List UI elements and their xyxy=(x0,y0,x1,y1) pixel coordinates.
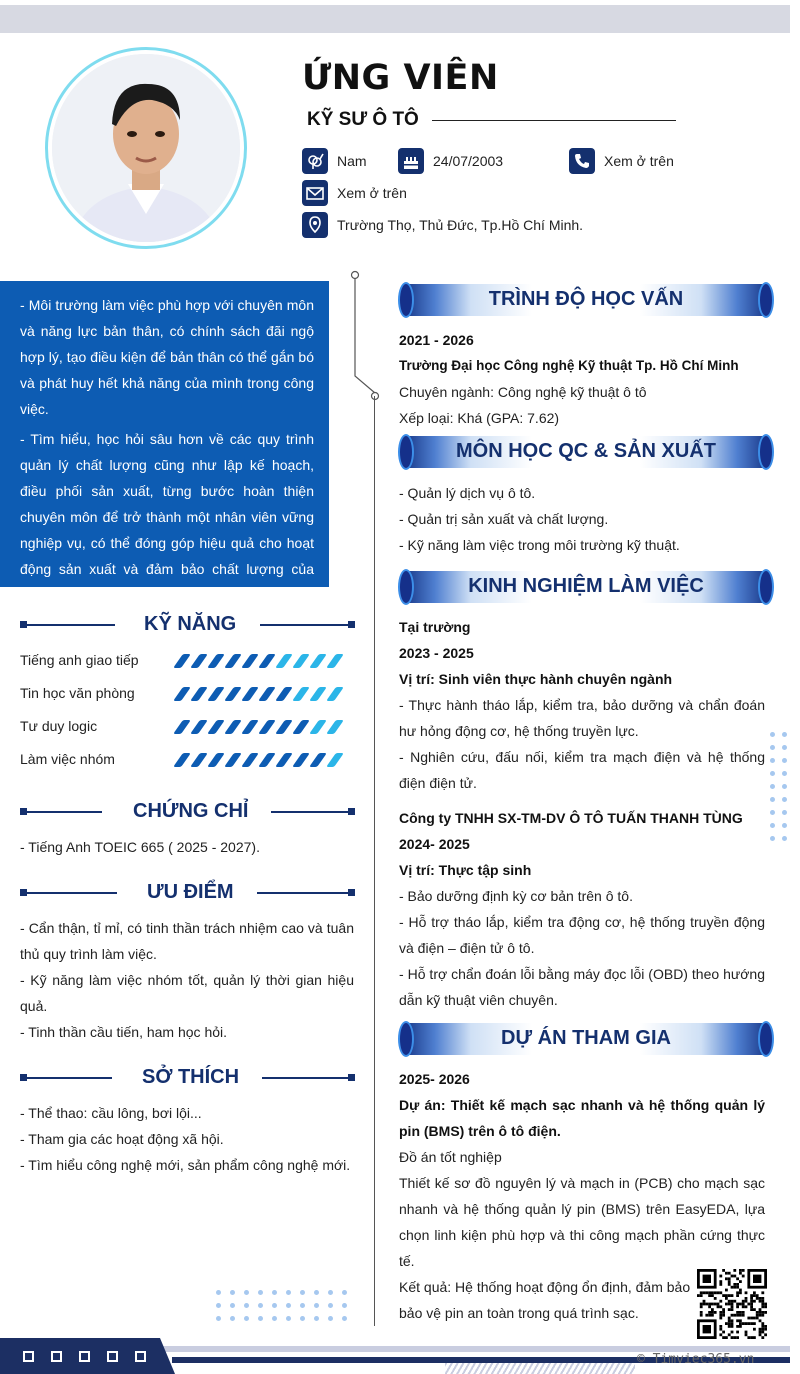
job-period: 2024- 2025 xyxy=(399,836,470,852)
decorative-dot xyxy=(770,732,775,737)
job-task: - Nghiên cứu, đấu nối, kiểm tra mạch điện và hệ thống điện điện tử. xyxy=(399,749,765,791)
strengths-list xyxy=(20,915,354,1045)
decorative-dot xyxy=(230,1290,235,1295)
strengths-heading-label: ƯU ĐIỂM xyxy=(147,881,234,903)
courses-list xyxy=(399,480,765,558)
skill-bar-segment xyxy=(258,654,276,668)
decorative-dot xyxy=(782,732,787,737)
strength-item: - Kỹ năng làm việc nhóm tốt, quản lý thời gian hiệu quả. xyxy=(20,972,354,1014)
decorative-dot xyxy=(770,797,775,802)
decorative-dot xyxy=(328,1290,333,1295)
decorative-dot xyxy=(244,1290,249,1295)
course-item: - Kỹ năng làm việc trong môi trường kỹ thuật. xyxy=(399,537,680,553)
education-period: 2021 - 2026 xyxy=(399,332,474,348)
skill-item xyxy=(20,716,350,738)
info-phone xyxy=(569,148,674,174)
decorative-dot xyxy=(230,1303,235,1308)
skill-bar-segment xyxy=(292,720,310,734)
skill-bar-segment xyxy=(275,687,293,701)
decorative-dot xyxy=(770,771,775,776)
strength-item: - Cẩn thận, tỉ mỉ, có tinh thần trách nhiệm cao và tuân thủ quy trình làm việc. xyxy=(20,920,354,962)
skill-bar-segment xyxy=(326,753,344,767)
experience-heading-label: KINH NGHIỆM LÀM VIỆC xyxy=(468,575,704,597)
education-school: Trường Đại học Công nghệ Kỹ thuật Tp. Hồ Chí Minh xyxy=(399,358,739,373)
footer-square xyxy=(23,1351,34,1362)
decorative-dot xyxy=(286,1290,291,1295)
decorative-dot xyxy=(342,1290,347,1295)
decorative-dot xyxy=(216,1290,221,1295)
skill-bar-segment xyxy=(241,720,259,734)
timeline-line xyxy=(374,396,375,1326)
skill-bar-segment xyxy=(207,720,225,734)
avatar-frame xyxy=(45,47,247,249)
skill-bar-segment xyxy=(292,654,310,668)
project-name: Dự án: Thiết kế mạch sạc nhanh và hệ thống quản lý pin (BMS) trên ô tô điện. xyxy=(399,1097,765,1139)
candidate-name: ỨNG VIÊN xyxy=(302,58,499,98)
skills-heading-label: KỸ NĂNG xyxy=(144,613,237,635)
watermark: © Timviec365.vn xyxy=(637,1352,755,1367)
phone-icon xyxy=(569,148,595,174)
gender-text: Nam xyxy=(337,153,367,169)
skill-bar-segment xyxy=(326,720,344,734)
skill-bar-segment xyxy=(309,687,327,701)
skill-bar-segment xyxy=(190,687,208,701)
skill-label: Tin học văn phòng xyxy=(20,685,135,701)
hobbies-heading xyxy=(20,1066,355,1090)
decorative-dot xyxy=(286,1303,291,1308)
decorative-dot xyxy=(244,1316,249,1321)
experience-job xyxy=(399,805,765,1013)
career-objective xyxy=(0,281,329,603)
decorative-dot xyxy=(272,1290,277,1295)
course-item: - Quản trị sản xuất và chất lượng. xyxy=(399,511,609,527)
info-birthday xyxy=(398,148,503,174)
decorative-dot xyxy=(286,1316,291,1321)
skill-bar-segment xyxy=(173,687,191,701)
decorative-dot xyxy=(272,1303,277,1308)
course-item: - Quản lý dịch vụ ô tô. xyxy=(399,485,536,501)
project-period: 2025- 2026 xyxy=(399,1071,470,1087)
address-text: Trường Thọ, Thủ Đức, Tp.Hồ Chí Minh. xyxy=(337,217,584,233)
footer-square xyxy=(79,1351,90,1362)
decorative-dot xyxy=(770,758,775,763)
skill-bar-segment xyxy=(326,654,344,668)
strengths-heading xyxy=(20,881,355,905)
decorative-dot xyxy=(216,1303,221,1308)
job-title: KỸ SƯ Ô TÔ xyxy=(307,109,419,130)
decorative-dot xyxy=(770,836,775,841)
experience-heading xyxy=(398,569,774,605)
decorative-dot xyxy=(258,1316,263,1321)
skill-bar-segment xyxy=(224,753,242,767)
decorative-dot xyxy=(314,1290,319,1295)
skill-bar-segment xyxy=(241,753,259,767)
timeline-connector xyxy=(348,268,382,404)
skill-bar-segment xyxy=(224,720,242,734)
skill-bar-segment xyxy=(173,720,191,734)
skill-bar-segment xyxy=(292,753,310,767)
decorative-dot xyxy=(782,810,787,815)
strength-item: - Tinh thần cầu tiến, ham học hỏi. xyxy=(20,1024,228,1040)
qr-code[interactable] xyxy=(697,1269,767,1339)
objective-paragraph: - Môi trường làm việc phù hợp với chuyên môn và năng lực bản thân, có chính sách đãi ngộ hợp lý, tạo điều kiện để bản thân có thể gắn bó và phát huy hết khả năng của mình trong công việc. xyxy=(20,297,314,417)
phone-text: Xem ở trên xyxy=(604,153,674,169)
decorative-dot-grid xyxy=(216,1290,347,1321)
skill-bar-segment xyxy=(224,687,242,701)
decorative-dot xyxy=(300,1290,305,1295)
skill-bar-segment xyxy=(326,687,344,701)
location-pin-icon xyxy=(302,212,328,238)
decorative-dot xyxy=(782,758,787,763)
skill-bar-segment xyxy=(241,687,259,701)
skill-bar-segment xyxy=(190,753,208,767)
job-position: Vị trí: Sinh viên thực hành chuyên ngành xyxy=(399,671,673,687)
hobby-item: - Tham gia các hoạt động xã hội. xyxy=(20,1131,224,1147)
skill-bar-segment xyxy=(190,720,208,734)
skill-bar-segment xyxy=(241,654,259,668)
skill-bar-segment xyxy=(275,720,293,734)
decorative-dot xyxy=(328,1303,333,1308)
decorative-dot xyxy=(342,1316,347,1321)
hobbies-list xyxy=(20,1100,354,1178)
birthday-text: 24/07/2003 xyxy=(433,153,504,169)
footer-square xyxy=(135,1351,146,1362)
birthday-cake-icon xyxy=(398,148,424,174)
skill-bar-segment xyxy=(173,654,191,668)
email-icon xyxy=(302,180,328,206)
education-major: Chuyên ngành: Công nghệ kỹ thuật ô tô xyxy=(399,384,647,400)
decorative-dot xyxy=(244,1303,249,1308)
skill-label: Làm việc nhóm xyxy=(20,751,115,767)
skill-bar-segment xyxy=(309,654,327,668)
skill-bar-segment xyxy=(292,687,310,701)
job-task: - Bảo dưỡng định kỳ cơ bản trên ô tô. xyxy=(399,888,633,904)
certificates-heading xyxy=(20,800,355,824)
decorative-dot xyxy=(770,823,775,828)
top-banner xyxy=(0,5,790,33)
education-heading-label: TRÌNH ĐỘ HỌC VẤN xyxy=(488,288,684,310)
job-task: - Hỗ trợ chẩn đoán lỗi bằng máy đọc lỗi (OBD) theo hướng dẫn kỹ thuật viên chuyên. xyxy=(399,966,765,1008)
skill-item xyxy=(20,683,350,705)
decorative-dot xyxy=(258,1290,263,1295)
decorative-dot xyxy=(782,745,787,750)
hobbies-heading-label: SỞ THÍCH xyxy=(142,1066,240,1088)
avatar xyxy=(52,54,240,242)
skill-label: Tư duy logic xyxy=(20,718,98,734)
job-task: - Hỗ trợ tháo lắp, kiểm tra động cơ, hệ thống truyền động và điện – điện tử ô tô. xyxy=(399,914,765,956)
info-email xyxy=(302,180,407,206)
decorative-dot xyxy=(770,745,775,750)
decorative-dot xyxy=(272,1316,277,1321)
decorative-dot xyxy=(782,823,787,828)
footer-square xyxy=(51,1351,62,1362)
decorative-dot xyxy=(770,810,775,815)
skill-bar-segment xyxy=(224,654,242,668)
skill-item xyxy=(20,749,350,771)
decorative-dot xyxy=(258,1303,263,1308)
hobby-item: - Thể thao: cầu lông, bơi lội... xyxy=(20,1105,202,1121)
skills-heading xyxy=(20,613,355,637)
objective-paragraph: - Tìm hiểu, học hỏi sâu hơn về các quy trình quản lý chất lượng cũng như lập kế hoạch, điều phối sản xuất, từng bước hoàn thiện chuyên môn để trở thành một nhân viên vững nghiệp vụ, có thể đóng góp hiệu quả cho hoạt động sản xuất và đảm bảo chất lượng của công ty. xyxy=(20,431,314,603)
gender-icon xyxy=(302,148,328,174)
skill-bar-segment xyxy=(309,753,327,767)
decorative-dot xyxy=(782,771,787,776)
skill-bar-segment xyxy=(207,654,225,668)
footer-square xyxy=(107,1351,118,1362)
project-type: Đồ án tốt nghiệp xyxy=(399,1149,502,1165)
decorative-dot xyxy=(770,784,775,789)
decorative-dot xyxy=(300,1316,305,1321)
courses-heading xyxy=(398,434,774,470)
experience-job xyxy=(399,614,765,796)
decorative-dot xyxy=(230,1316,235,1321)
decorative-dot xyxy=(328,1316,333,1321)
decorative-dot xyxy=(782,784,787,789)
skill-item xyxy=(20,650,350,672)
decorative-dot xyxy=(314,1303,319,1308)
courses-heading-label: MÔN HỌC QC & SẢN XUẤT xyxy=(456,440,716,462)
skill-bar-segment xyxy=(173,753,191,767)
education-heading xyxy=(398,282,774,318)
decorative-dot-grid xyxy=(770,732,787,841)
projects-heading-label: DỰ ÁN THAM GIA xyxy=(501,1027,671,1049)
job-period: 2023 - 2025 xyxy=(399,645,474,661)
skill-label: Tiếng anh giao tiếp xyxy=(20,652,139,668)
email-text: Xem ở trên xyxy=(337,185,407,201)
skill-bar-segment xyxy=(275,654,293,668)
skill-bar-segment xyxy=(275,753,293,767)
skill-bar-segment xyxy=(207,687,225,701)
job-task: - Thực hành tháo lắp, kiểm tra, bảo dưỡng và chẩn đoán hư hỏng động cơ, hệ thống truyền lực. xyxy=(399,697,765,739)
projects-heading xyxy=(398,1021,774,1057)
certificates-heading-label: CHỨNG CHỈ xyxy=(133,800,249,822)
decorative-dot xyxy=(782,797,787,802)
decorative-dot xyxy=(300,1303,305,1308)
info-gender xyxy=(302,148,367,174)
education-grade: Xếp loại: Khá (GPA: 7.62) xyxy=(399,410,560,426)
project-description: Thiết kế sơ đồ nguyên lý và mạch in (PCB) cho mạch sạc nhanh và hệ thống quản lý pin (BMS) trên EasyEDA, lựa chọn linh kiện phù hợp và thi công mạch phần cứng thực tế. xyxy=(399,1175,765,1269)
skill-bar-segment xyxy=(258,753,276,767)
skill-bar-segment xyxy=(258,687,276,701)
decorative-dot xyxy=(342,1303,347,1308)
info-address xyxy=(302,212,583,238)
skill-bar-segment xyxy=(258,720,276,734)
job-position: Vị trí: Thực tập sinh xyxy=(399,862,532,878)
footer xyxy=(0,1338,790,1374)
skill-bar-segment xyxy=(309,720,327,734)
decorative-dot xyxy=(782,836,787,841)
decorative-dot xyxy=(216,1316,221,1321)
job-company: Tại trường xyxy=(399,619,471,635)
job-company: Công ty TNHH SX-TM-DV Ô TÔ TUẤN THANH TÙNG xyxy=(399,810,743,826)
skill-bar-segment xyxy=(207,753,225,767)
hobby-item: - Tìm hiểu công nghệ mới, sản phẩm công nghệ mới. xyxy=(20,1157,351,1173)
decorative-dot xyxy=(314,1316,319,1321)
education-block xyxy=(399,327,765,431)
title-divider xyxy=(432,120,676,121)
project-result: Kết quả: Hệ thống hoạt động ổn định, đảm bảo bảo vệ pin an toàn trong quá trình sạc. xyxy=(399,1279,691,1321)
skill-bar-segment xyxy=(190,654,208,668)
certificate-item: - Tiếng Anh TOEIC 665 ( 2025 - 2027). xyxy=(20,839,260,855)
